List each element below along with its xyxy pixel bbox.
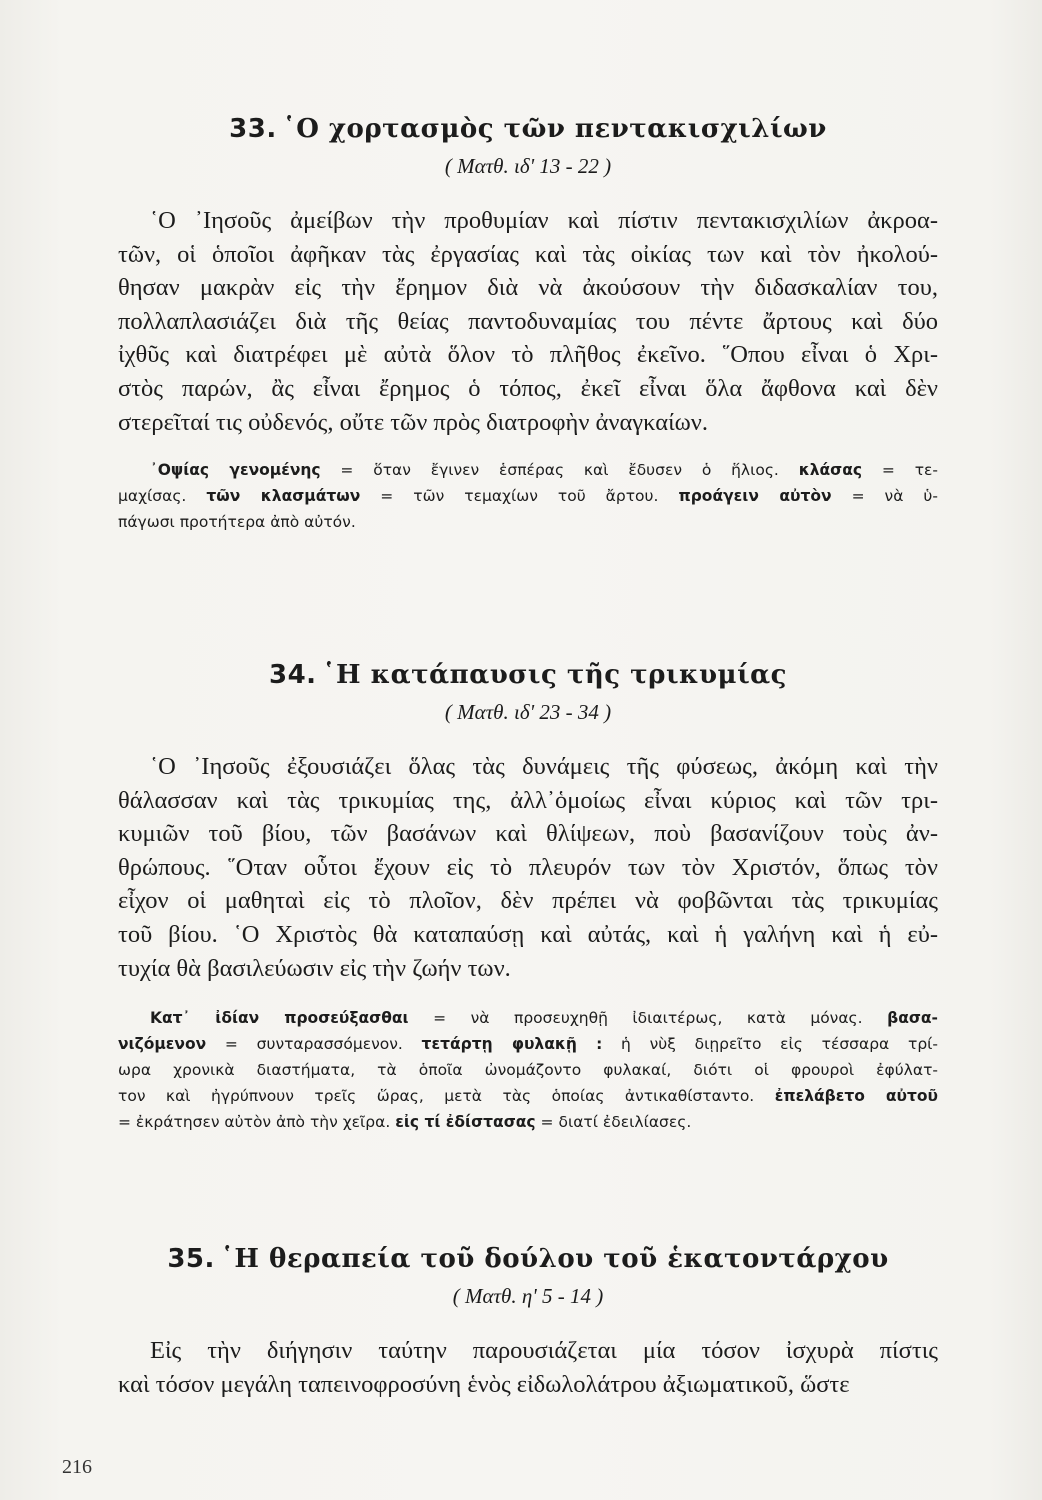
- glossary-definition: = διατί ἐδειλίασες.: [535, 1113, 692, 1132]
- body-line: τῶν, οἱ ὁποῖοι ἀφῆκαν τὰς ἐργασίας καὶ τὰς οἰκίας των καὶ τὸν ἠκολού-: [118, 240, 938, 268]
- section-heading: ῾Ο χορτασμὸς τῶν πεντακισχιλίων: [282, 114, 827, 144]
- page-number: 216: [62, 1456, 92, 1478]
- section-34: [118, 658, 938, 1135]
- glossary-definition: τον καὶ ἠγρύπνουν τρεῖς ὥρας, μετὰ τὰς ὁποίας ἀντικαθίσταντο.: [118, 1087, 775, 1106]
- section-number: 33.: [229, 114, 277, 144]
- glossary-notes: [118, 1005, 938, 1135]
- section-title: [118, 1242, 938, 1276]
- glossary-definition: = νὰ ὑ-: [831, 487, 938, 506]
- body-line: ῾Ο ᾽Ιησοῦς ἐξουσιάζει ὅλας τὰς δυνάμεις τῆς φύσεως, ἀκόμη καὶ τὴν: [150, 753, 938, 780]
- section-title: [118, 112, 938, 146]
- body-line: τοῦ βίου. ῾Ο Χριστὸς θὰ καταπαύσῃ καὶ αὐτάς, καὶ ἡ γαλήνη καὶ ἡ εὐ-: [118, 920, 938, 948]
- note-line: [118, 483, 938, 509]
- section-body: [118, 204, 938, 439]
- body-line: πολλαπλασιάζει διὰ τῆς θείας παντοδυναμίας του πέντε ἄρτους καὶ δύο: [118, 307, 938, 335]
- body-line: ῾Ο ᾽Ιησοῦς ἀμείβων τὴν προθυμίαν καὶ πίστιν πεντακισχιλίων ἀκροα-: [150, 207, 938, 234]
- note-line: [118, 1109, 938, 1135]
- glossary-definition: ωρα χρονικὰ διαστήματα, τὰ ὁποῖα ὠνομάζοντο φυλακαί, διότι οἱ φρουροὶ ἐφύλατ-: [118, 1061, 938, 1080]
- note-line: [118, 1083, 938, 1109]
- glossary-term: κλάσας: [798, 461, 863, 480]
- section-body: [118, 1334, 938, 1401]
- scripture-reference: ( Ματθ. η' 5 - 14 ): [452, 1284, 604, 1308]
- section-33: [118, 112, 938, 535]
- body-line: εἶχον οἱ μαθηταὶ εἰς τὸ πλοῖον, δὲν πρέπει νὰ φοβῶνται τὰς τρικυμίας: [118, 887, 938, 915]
- section-35: [118, 1242, 938, 1401]
- glossary-definition: = τῶν τεμαχίων τοῦ ἄρτου.: [360, 487, 679, 506]
- section-number: 35.: [167, 1244, 215, 1274]
- section-title: [118, 658, 938, 692]
- body-line: ἰχθῦς καὶ διατρέφει μὲ αὐτὰ ὅλον τὸ πλῆθος ἐκεῖνο. ῞Οπου εἶναι ὁ Χρι-: [118, 341, 938, 369]
- body-line: θρώπους. ῞Οταν οὗτοι ἔχουν εἰς τὸ πλευρόν των τὸν Χριστόν, ὅπως τὸν: [118, 853, 938, 881]
- glossary-definition: μαχίσας.: [118, 487, 207, 506]
- scripture-reference: ( Ματθ. ιδ' 23 - 34 ): [444, 700, 612, 724]
- glossary-definition: πάγωσι προτήτερα ἀπὸ αὐτόν.: [118, 513, 356, 532]
- body-line: θησαν μακρὰν εἰς τὴν ἔρημον διὰ νὰ ἀκούσουν τὴν διδασκαλίαν του,: [118, 274, 938, 302]
- glossary-term: προάγειν αὐτὸν: [678, 487, 832, 506]
- glossary-term: ᾽Οψίας γενομένης: [150, 461, 321, 480]
- note-line: [118, 509, 938, 535]
- section-heading: ῾Η κατάπαυσις τῆς τρικυμίας: [322, 660, 787, 690]
- glossary-definition: ἡ νὺξ διῃρεῖτο εἰς τέσσαρα τρί-: [602, 1035, 939, 1054]
- body-line: καὶ τόσον μεγάλη ταπεινοφροσύνη ἑνὸς εἰδωλολάτρου ἀξιωματικοῦ, ὥστε: [118, 1370, 850, 1398]
- body-line: θάλασσαν καὶ τὰς τρικυμίας της, ἀλλ᾽ὁμοίως εἶναι κύριος καὶ τῶν τρι-: [118, 786, 938, 814]
- glossary-notes: [118, 457, 938, 535]
- glossary-term: βασα-: [887, 1009, 938, 1028]
- body-line: Εἰς τὴν διήγησιν ταύτην παρουσιάζεται μία τόσον ἰσχυρὰ πίστις: [150, 1337, 938, 1364]
- glossary-definition: = συνταρασσόμενον.: [206, 1035, 422, 1054]
- glossary-definition: = ὅταν ἔγινεν ἑσπέρας καὶ ἔδυσεν ὁ ἥλιος.: [320, 461, 799, 480]
- glossary-term: νιζόμενον: [118, 1035, 207, 1054]
- section-heading: ῾Η θεραπεία τοῦ δούλου τοῦ ἑκατοντάρχου: [220, 1244, 889, 1274]
- note-line: [118, 1031, 938, 1057]
- body-line: στὸς παρών, ἂς εἶναι ἔρημος ὁ τόπος, ἐκεῖ εἶναι ὅλα ἄφθονα καὶ δὲν: [118, 374, 938, 402]
- section-number: 34.: [268, 660, 317, 690]
- body-line: τυχία θὰ βασιλεύωσιν εἰς τὴν ζωήν των.: [118, 954, 511, 982]
- note-line: [118, 1005, 938, 1031]
- note-line: [118, 1057, 938, 1083]
- glossary-term: τετάρτῃ φυλακῇ :: [421, 1035, 603, 1054]
- body-line: στερεῖταί τις οὐδενός, οὔτε τῶν πρὸς διατροφὴν ἀναγκαίων.: [118, 408, 708, 436]
- body-line: κυμιῶν τοῦ βίου, τῶν βασάνων καὶ θλίψεων, ποὺ βασανίζουν τοὺς ἀν-: [118, 820, 938, 848]
- glossary-term: εἰς τί ἐδίστασας: [395, 1113, 536, 1132]
- glossary-definition: = ἐκράτησεν αὐτὸν ἀπὸ τὴν χεῖρα.: [118, 1113, 396, 1132]
- glossary-term: Κατ᾽ ἰδίαν προσεύξασθαι: [150, 1009, 409, 1028]
- glossary-definition: = νὰ προσευχηθῇ ἰδιαιτέρως, κατὰ μόνας.: [408, 1009, 888, 1028]
- glossary-term: ἐπελάβετο αὐτοῦ: [774, 1087, 938, 1106]
- note-line: [118, 457, 938, 483]
- glossary-definition: = τε-: [862, 461, 938, 480]
- section-body: [118, 750, 938, 985]
- scripture-reference: ( Ματθ. ιδ' 13 - 22 ): [444, 154, 612, 178]
- glossary-term: τῶν κλασμάτων: [206, 487, 361, 506]
